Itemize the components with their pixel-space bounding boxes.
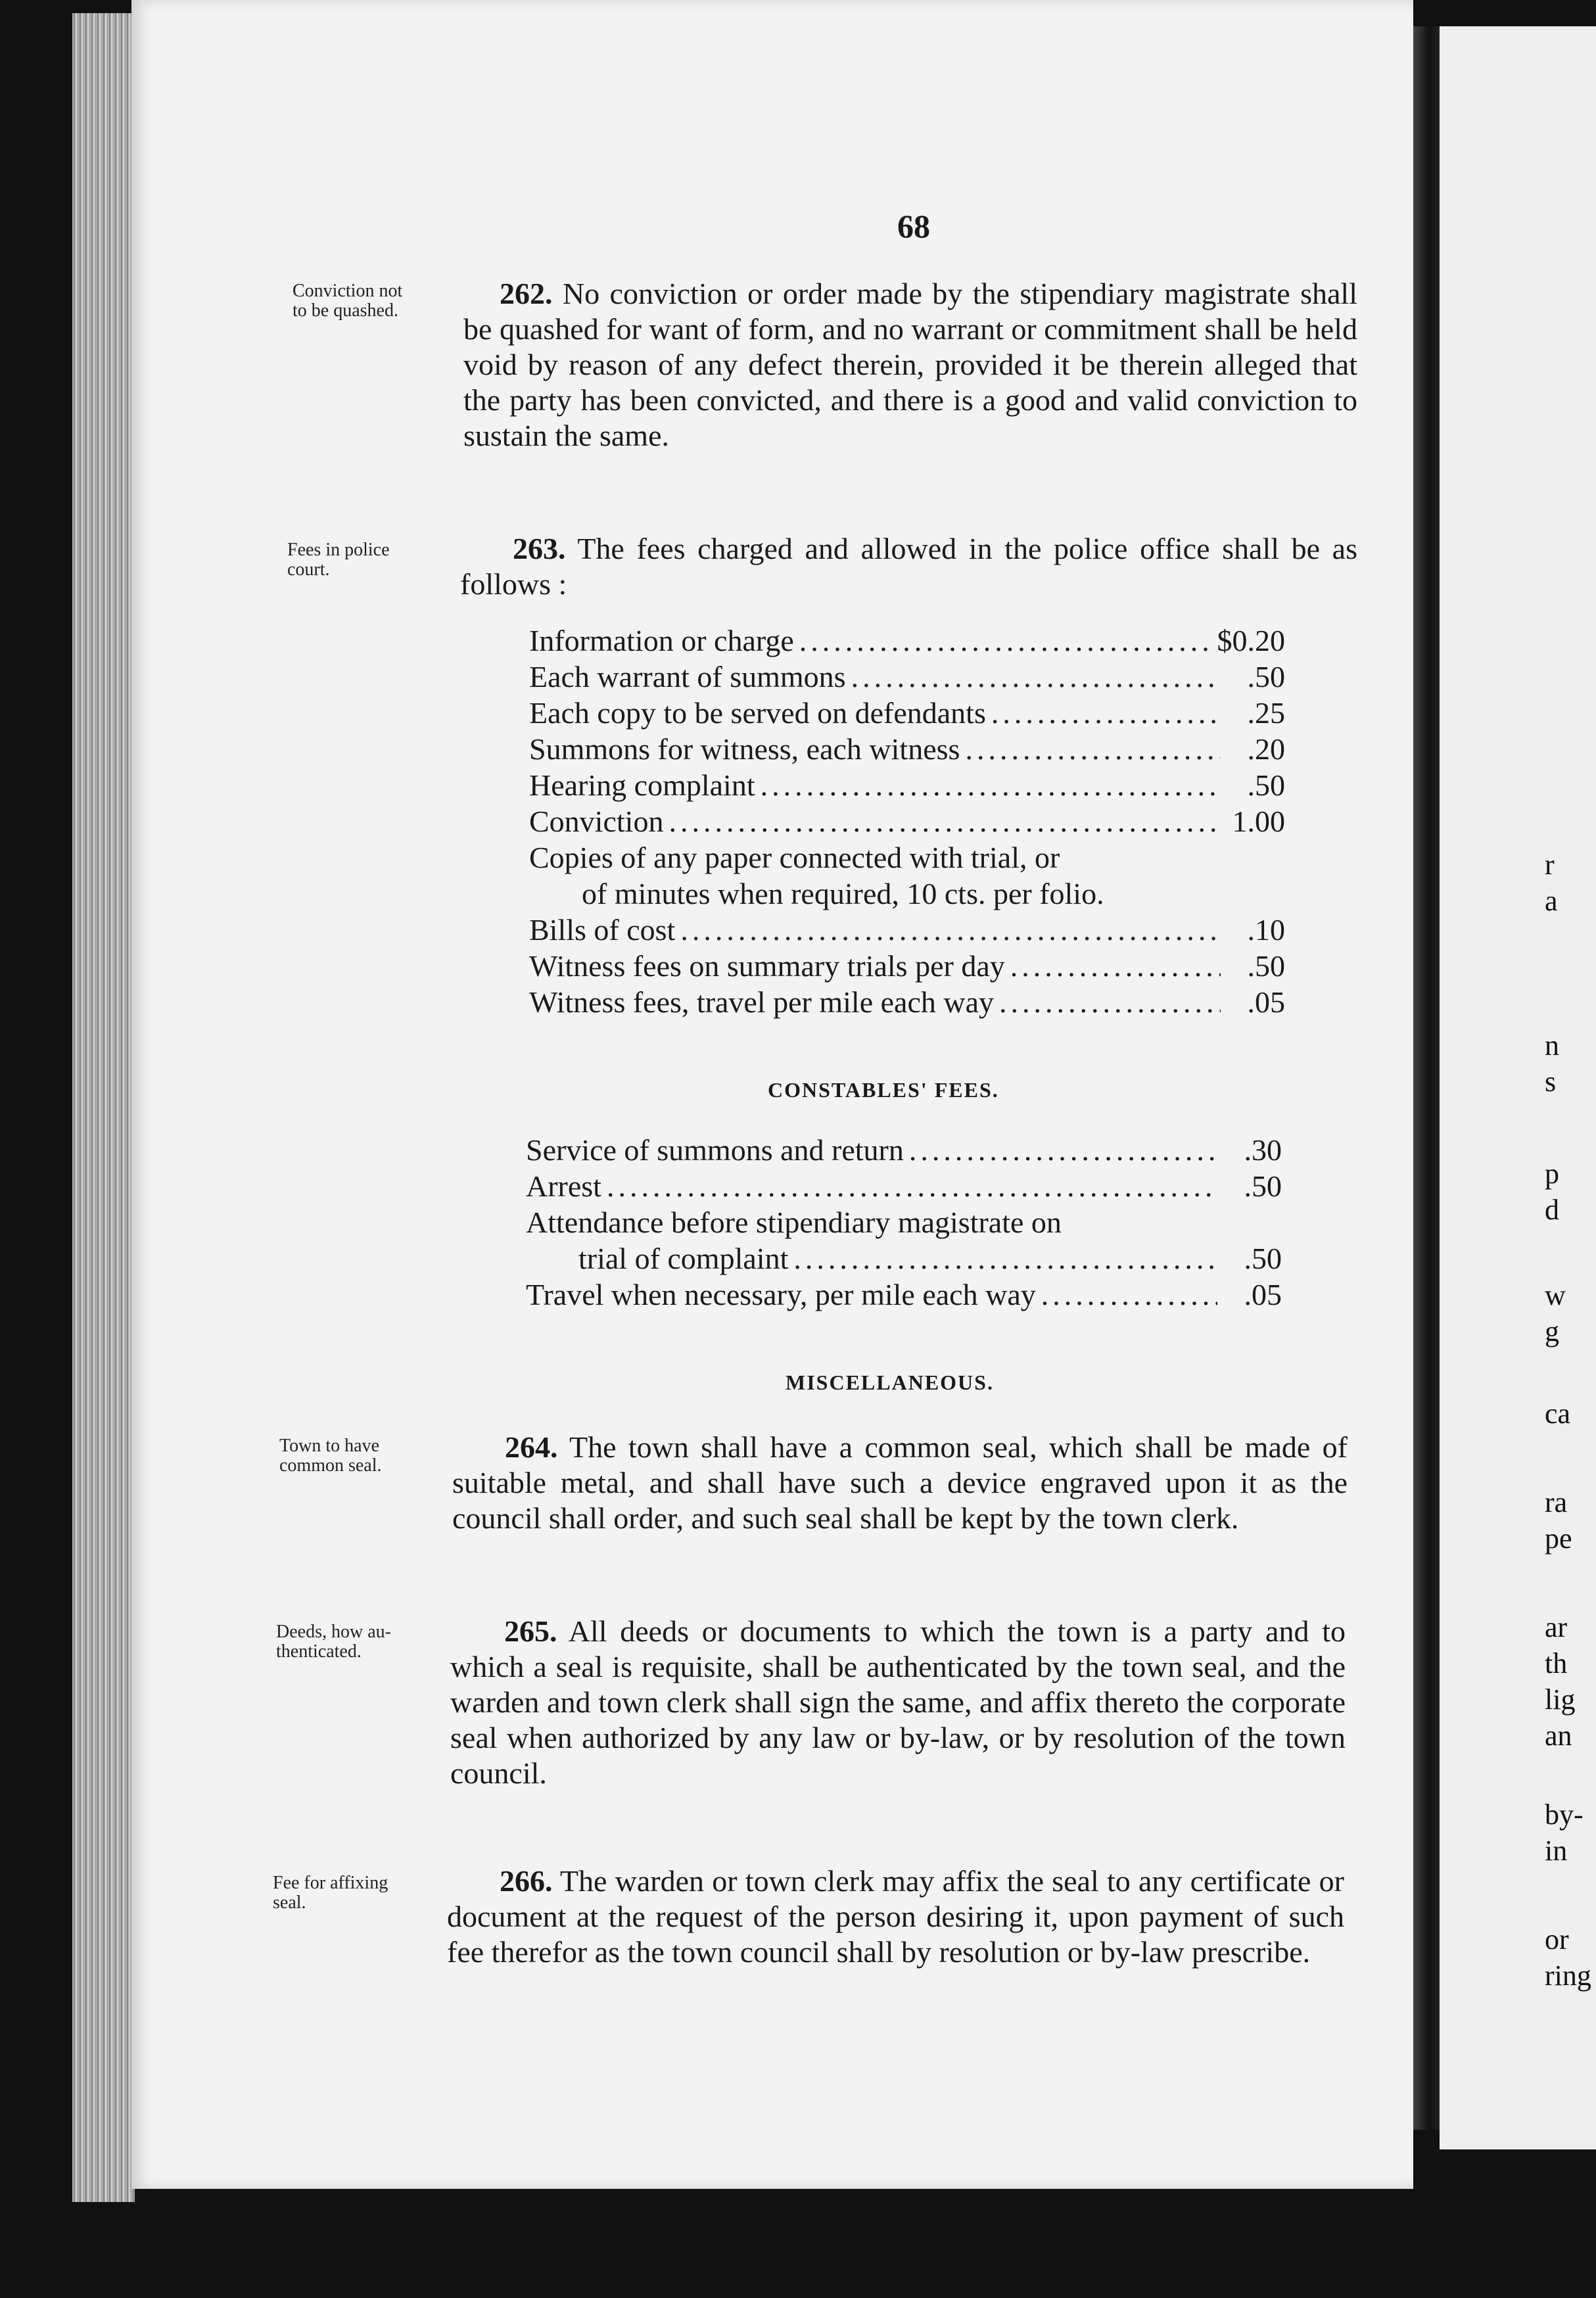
fee-row — [529, 695, 1285, 731]
book-gutter — [1413, 26, 1440, 2130]
leader-dots — [607, 1168, 1217, 1204]
fee-label: Witness fees, travel per mile each way — [529, 985, 995, 1019]
facing-text-fragment: by- — [1545, 1798, 1584, 1831]
margin-note-deeds: Deeds, how au- thenticated. — [276, 1622, 391, 1662]
facing-text-fragment: w — [1545, 1279, 1566, 1311]
section-number: 266. — [500, 1864, 553, 1898]
fee-row — [529, 659, 1285, 695]
fee-amount: .05 — [1247, 985, 1285, 1019]
page-number: 68 — [897, 208, 930, 245]
page-edge-stack — [72, 13, 135, 2202]
fee-row — [529, 839, 1285, 876]
leader-dots — [999, 984, 1221, 1020]
fee-row — [529, 731, 1285, 767]
section-text: The fees charged and allowed in the police office shall be as follows : — [460, 532, 1358, 601]
facing-text-fragment: in — [1545, 1835, 1568, 1867]
constables-fee-table — [526, 1132, 1282, 1313]
fee-label: Attendance before stipendiary magistrate on — [526, 1206, 1062, 1239]
section-266 — [447, 1864, 1344, 1970]
fee-amount: .50 — [1247, 768, 1285, 802]
fee-row — [526, 1132, 1282, 1168]
fee-amount: .50 — [1247, 660, 1285, 693]
facing-text-fragment: ca — [1545, 1397, 1571, 1430]
fee-amount: .30 — [1244, 1133, 1282, 1167]
fee-amount: $0.20 — [1217, 624, 1285, 657]
margin-note-conviction: Conviction not to be quashed. — [293, 281, 403, 321]
facing-text-fragment: g — [1545, 1315, 1559, 1348]
miscellaneous-heading: MISCELLANEOUS. — [786, 1371, 994, 1394]
margin-note-police-fees: Fees in police court. — [287, 540, 390, 580]
leader-dots — [1041, 1277, 1217, 1313]
fee-row — [529, 876, 1285, 912]
section-262 — [463, 276, 1357, 454]
fee-label: Each copy to be served on defendants — [529, 696, 986, 730]
section-text: The town shall have a common seal, which shall be made of suitable metal, and shall have such a device engraved upon it as the council shall order, and such seal shall be kept by the town clerk. — [452, 1430, 1348, 1535]
facing-text-fragment: ra — [1545, 1486, 1568, 1518]
margin-note-fee-seal: Fee for affixing seal. — [273, 1873, 388, 1913]
fee-row — [529, 622, 1285, 659]
fee-label: Witness fees on summary trials per day — [529, 949, 1005, 983]
facing-text-fragment: a — [1545, 885, 1558, 917]
section-number: 265. — [504, 1614, 557, 1648]
section-263 — [460, 531, 1357, 602]
leader-dots — [991, 695, 1221, 731]
leader-dots — [761, 767, 1221, 803]
fee-amount: 1.00 — [1232, 805, 1285, 838]
section-text: The warden or town clerk may affix the seal to any certificate or document at the request of the person desiring it, upon payment of such fee therefor as the town council shall by resolution or by-law prescribe. — [447, 1864, 1344, 1969]
fee-row — [526, 1204, 1282, 1240]
fee-amount: .25 — [1247, 696, 1285, 730]
fee-row — [529, 984, 1285, 1020]
facing-text-fragment: ring — [1545, 1959, 1591, 1992]
facing-text-fragment: ar — [1545, 1611, 1568, 1643]
fee-row — [529, 912, 1285, 948]
facing-text-fragment: lig — [1545, 1683, 1576, 1716]
fee-label: Service of summons and return — [526, 1133, 904, 1167]
fee-label: Information or charge — [529, 624, 794, 657]
fee-label: trial of complaint — [578, 1242, 789, 1275]
fee-label: Summons for witness, each witness — [529, 732, 960, 766]
section-number: 263. — [513, 532, 566, 565]
facing-text-fragment: n — [1545, 1029, 1559, 1062]
fee-label: of minutes when required, 10 cts. per folio. — [582, 877, 1104, 910]
leader-dots — [669, 803, 1221, 839]
section-264 — [452, 1430, 1348, 1536]
fee-row — [526, 1240, 1282, 1277]
fee-label: Travel when necessary, per mile each way — [526, 1278, 1036, 1311]
fee-label: Hearing complaint — [529, 768, 755, 802]
fee-row — [529, 948, 1285, 984]
facing-text-fragment: pe — [1545, 1522, 1572, 1555]
fee-row — [529, 803, 1285, 839]
leader-dots — [680, 912, 1221, 948]
fee-label: Arrest — [526, 1169, 601, 1203]
fee-amount: .05 — [1244, 1278, 1282, 1311]
fee-amount: .50 — [1244, 1242, 1282, 1275]
fee-row — [526, 1168, 1282, 1204]
leader-dots — [1010, 948, 1221, 984]
section-text: No conviction or order made by the stipendiary magistrate shall be quashed for want of form, and no warrant or commitment shall be held void by reason of any defect therein, provided it be therein alleged that the party has been convicted, and there is a good and valid conviction to sustain the same. — [463, 277, 1357, 452]
leader-dots — [965, 731, 1221, 767]
facing-text-fragment: th — [1545, 1647, 1568, 1679]
fee-amount: .10 — [1247, 913, 1285, 947]
facing-text-fragment: s — [1545, 1066, 1557, 1098]
facing-text-fragment: r — [1545, 849, 1555, 881]
fee-row — [526, 1277, 1282, 1313]
section-number: 264. — [505, 1430, 558, 1464]
section-text: All deeds or documents to which the town is a party and to which a seal is requisite, shall be authenticated by the town seal, and the warden and town clerk shall sign the same, and affix thereto the corporate seal when authorized by any law or by-law, or by resolution of the town council. — [450, 1614, 1346, 1790]
margin-note-common-seal: Town to have common seal. — [279, 1436, 382, 1476]
section-265 — [450, 1614, 1346, 1791]
facing-text-fragment: d — [1545, 1194, 1559, 1226]
leader-dots — [909, 1132, 1217, 1168]
leader-dots — [799, 622, 1212, 659]
fee-amount: .50 — [1247, 949, 1285, 983]
leader-dots — [793, 1240, 1217, 1277]
constables-fees-heading: CONSTABLES' FEES. — [768, 1078, 999, 1102]
leader-dots — [851, 659, 1221, 695]
facing-text-fragment: p — [1545, 1158, 1559, 1190]
fee-label: Each warrant of summons — [529, 660, 846, 693]
fee-label: Copies of any paper connected with trial, or — [529, 841, 1060, 874]
fee-amount: .50 — [1244, 1169, 1282, 1203]
fee-label: Conviction — [529, 805, 664, 838]
facing-text-fragment: an — [1545, 1720, 1572, 1752]
section-number: 262. — [500, 277, 553, 310]
fee-row — [529, 767, 1285, 803]
facing-text-fragment: or — [1545, 1923, 1569, 1956]
police-fee-table — [529, 622, 1285, 1020]
fee-amount: .20 — [1247, 732, 1285, 766]
fee-label: Bills of cost — [529, 913, 676, 947]
